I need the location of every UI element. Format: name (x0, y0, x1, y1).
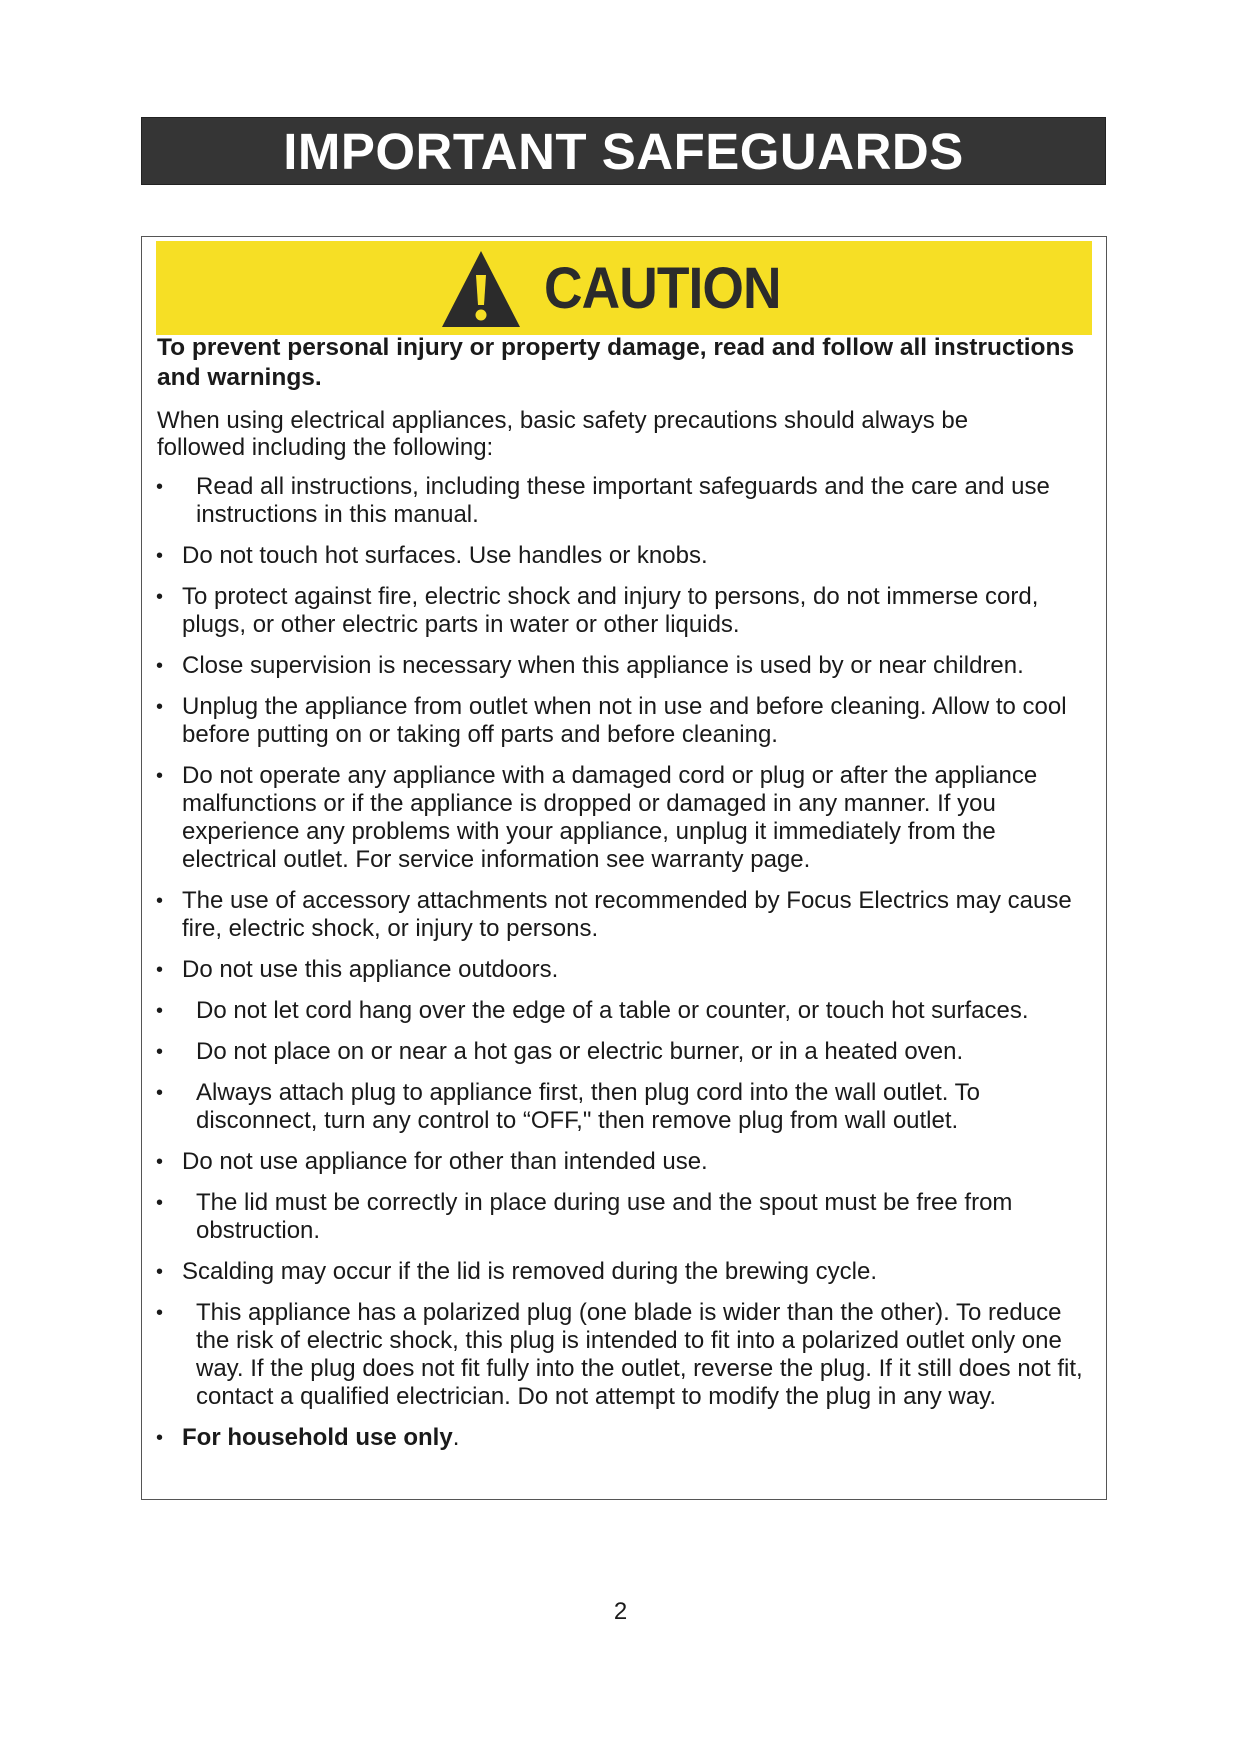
bullet-icon: • (156, 545, 164, 567)
bullet-icon: • (156, 1261, 164, 1283)
list-item: • To protect against fire, electric shock and injury to persons, do not immerse cord, plugs, or other electric parts in water or other liquids. (156, 583, 1039, 638)
bullet-icon: • (156, 890, 164, 912)
bullet-icon: • (156, 655, 164, 677)
caution-label-group (440, 249, 801, 329)
household-use-note: For household use only (182, 1424, 453, 1451)
list-item: • The lid must be correctly in place during use and the spout must be free from obstruction. (156, 1189, 1013, 1244)
bullet-icon: • (156, 1000, 164, 1022)
list-item: • Do not use appliance for other than intended use. (156, 1148, 708, 1175)
list-item: • Do not place on or near a hot gas or electric burner, or in a heated oven. (156, 1038, 964, 1065)
list-item: • Read all instructions, including these important safeguards and the care and use instructions in this manual. (156, 473, 1050, 528)
list-item: • Scalding may occur if the lid is removed during the brewing cycle. (156, 1258, 877, 1285)
list-item: • The use of accessory attachments not recommended by Focus Electrics may cause fire, electric shock, or injury to persons. (156, 887, 1072, 942)
bullet-icon: • (156, 586, 164, 608)
warning-triangle-icon (440, 249, 522, 329)
bullet-icon: • (156, 696, 164, 718)
page-number: 2 (613, 1598, 628, 1625)
bullet-icon: • (156, 476, 164, 498)
intro-text: When using electrical appliances, basic safety precautions should always be followed including the following: (157, 407, 969, 461)
list-item: • Do not let cord hang over the edge of a table or counter, or touch hot surfaces. (156, 997, 1029, 1024)
safeguards-box (141, 236, 1107, 1500)
bullet-icon: • (156, 1041, 164, 1063)
list-item: • Unplug the appliance from outlet when not in use and before cleaning. Allow to cool before putting on or taking off parts and before cleaning. (156, 693, 1067, 748)
list-item: • Do not use this appliance outdoors. (156, 956, 559, 983)
caution-banner (156, 241, 1092, 335)
caution-label: CAUTION (544, 256, 781, 321)
bullet-icon: • (156, 959, 164, 981)
bullet-icon: • (156, 765, 164, 787)
page-title: IMPORTANT SAFEGUARDS (283, 122, 964, 180)
bullet-icon: • (156, 1192, 164, 1214)
title-banner (141, 117, 1106, 185)
bullet-icon: • (156, 1427, 164, 1449)
list-item: • This appliance has a polarized plug (one blade is wider than the other). To reduce the risk of electric shock, this plug is intended to fit into a polarized outlet only one way. If the plug does not fit fully into the outlet, reverse the plug. If it still does not fit, contact a qualified electrician. Do not attempt to modify the plug in any way. (156, 1299, 1083, 1410)
list-item: • Always attach plug to appliance first, then plug cord into the wall outlet. To disconnect, turn any control to “OFF," then remove plug from wall outlet. (156, 1079, 981, 1134)
list-item: • Do not touch hot surfaces. Use handles or knobs. (156, 542, 708, 569)
intro-warning: To prevent personal injury or property damage, read and follow all instructions and warnings. (157, 334, 1075, 391)
bullet-icon: • (156, 1302, 164, 1324)
safeguards-list (142, 473, 1108, 1465)
bullet-icon: • (156, 1082, 164, 1104)
list-item: • Close supervision is necessary when this appliance is used by or near children. (156, 652, 1024, 679)
bullet-icon: • (156, 1151, 164, 1173)
list-item-household: • For household use only. (156, 1424, 460, 1451)
list-item: • Do not operate any appliance with a damaged cord or plug or after the appliance malfunctions or if the appliance is dropped or damaged in any manner. If you experience any problems with your appliance, unplug it immediately from the electrical outlet. For service information see warranty page. (156, 762, 1038, 873)
